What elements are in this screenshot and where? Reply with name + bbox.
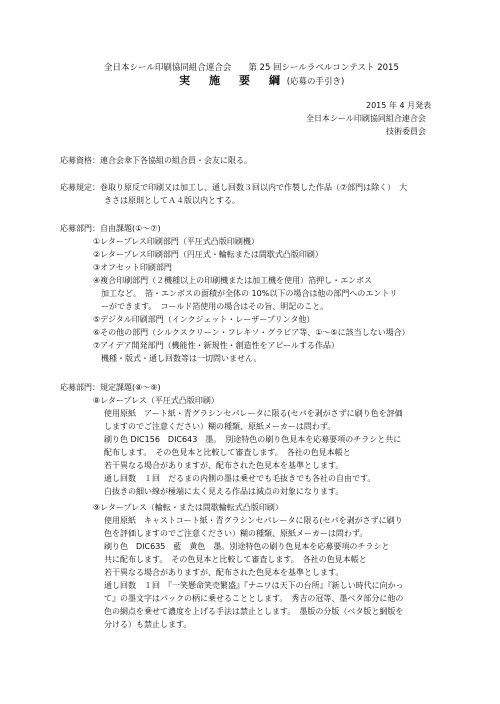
rules-line-1: 応募規定：巻取り原反で印刷又は加工し、通し回数３回以内で作製した作品（⑦部門は除く） 大 xyxy=(60,183,408,192)
subtitle-note: (応募の手引き) xyxy=(286,77,345,87)
document-title: 全日本シール印刷協同組合連合会 第 25 回シールラベルコンテスト 2015 xyxy=(104,63,399,73)
category-9-line: 分ける）も禁止します。 xyxy=(104,620,192,629)
category-9-line: 色を評価しますのでご注意ください）糊の種類、原紙メーカーは問わず。 xyxy=(104,529,368,538)
issuer-committee: 技術委員会 xyxy=(386,127,426,136)
category-8-line: しますのでご注意ください）糊の種類、原紙メーカーは問わず。 xyxy=(104,422,336,431)
free-section-line: ③オフセット印刷部門 xyxy=(93,263,172,272)
category-8-line: 通し回数 １回 だるまの内側の墨は乗せでも毛抜きでも各社の自由です。 xyxy=(104,474,376,483)
category-9-line: ⑨レタープレス（輪転・または間歇輪転式凸版印刷） xyxy=(93,503,283,512)
free-section-line: ーができます。 コールド箔使用の場合はその旨、明記のこと。 xyxy=(93,302,329,311)
category-9-line: 通し回数 １回 『一笑懸命笑売繁盛』『ナニワは天下の台所』『新しい時代に向かっ xyxy=(104,581,404,590)
free-section-line: ①レタープレス印刷部門（平圧式凸版印刷機） xyxy=(93,237,259,246)
free-section-heading: 応募部門：自由課題(①～⑦) xyxy=(60,224,161,233)
category-8-line: 刷り色 DIC156 DIC643 墨。 別途特色の刷り色見本を応募要項のチラシと共に xyxy=(104,435,402,444)
free-section-line: ⑦アイデア開発部門（機能性・新規性・創造性をアピールする作品） xyxy=(93,341,339,350)
category-8-line: 使用原紙 アート紙・青グラシンセパレータに限る(セパを剥がさずに刷り色を評価 xyxy=(104,409,403,418)
category-8-line: ⑧レタープレス（平圧式凸版印刷） xyxy=(93,396,219,405)
category-9-line: 若干異なる場合がありますが、配布された色見本を基準とします。 xyxy=(104,568,344,577)
issue-date: 2015 年 4 月発表 xyxy=(366,101,432,110)
free-section-line: ⑤デジタル印刷部門（インクジェット・レーザープリンタ他） xyxy=(93,315,315,324)
category-8-line: 配布します。 その色見本と比較して審査します。 各社の色見本帳と xyxy=(104,448,351,457)
free-section-line: 機種・版式・通し回数等は一切問いません。 xyxy=(93,354,262,363)
category-9-line: て』の墨文字はパックの柄に乗せることとします。 秀吉の冠等、墨ベタ部分に他の xyxy=(104,594,404,603)
free-section-line: 加工など。 箔・エンボスの面積が全体の 10%以下の場合は他の部門へのエントリ xyxy=(93,289,398,298)
category-8-line: 白抜きの細い線が極端に太く見える作品は減点の対象になります。 xyxy=(104,487,344,496)
document-subtitle xyxy=(179,76,344,87)
subtitle-main: 実 施 要 綱 xyxy=(179,74,284,87)
free-section-line: ⑥その他の部門（シルクスクリーン・フレキソ・グラビア等、①～⑤に該当しない場合） xyxy=(93,328,410,337)
qualification: 応募資格：連合会傘下各協組の組合員・会友に限る。 xyxy=(60,156,252,165)
category-9-line: 色の網点を乗せて濃度を上げる手法は禁止とします。 墨版の分版（ベタ版と網版を xyxy=(104,607,404,616)
rules-line-2: きさは原則としてＡ４版以内とする。 xyxy=(104,196,240,205)
free-section-line: ②レタープレス印刷部門（円圧式・輪転または間歇式凸版印刷） xyxy=(93,250,323,259)
category-9-line: 刷り色 DIC635 藍 黄色 墨。別途特色の刷り色見本を応募要項のチラシと xyxy=(104,542,390,551)
category-9-line: 使用原紙 キャストコート紙・青グラシンセパレータに限る(セパを剥がさずに刷り xyxy=(104,516,403,525)
issuer-org: 全日本シール印刷協同組合連合会 xyxy=(306,114,426,123)
category-9-line: 共に配布します。 その色見本と比較して審査します。 各社の色見本帳と xyxy=(104,555,367,564)
free-section-line: ④複合印刷部門（２機種以上の印刷機または加工機を使用）箔押し・エンボス xyxy=(93,276,373,285)
fixed-section-heading: 応募部門：規定課題(⑧～⑨) xyxy=(60,383,161,392)
category-8-line: 若干異なる場合がありますが、配布された色見本を基準とします。 xyxy=(104,461,344,470)
